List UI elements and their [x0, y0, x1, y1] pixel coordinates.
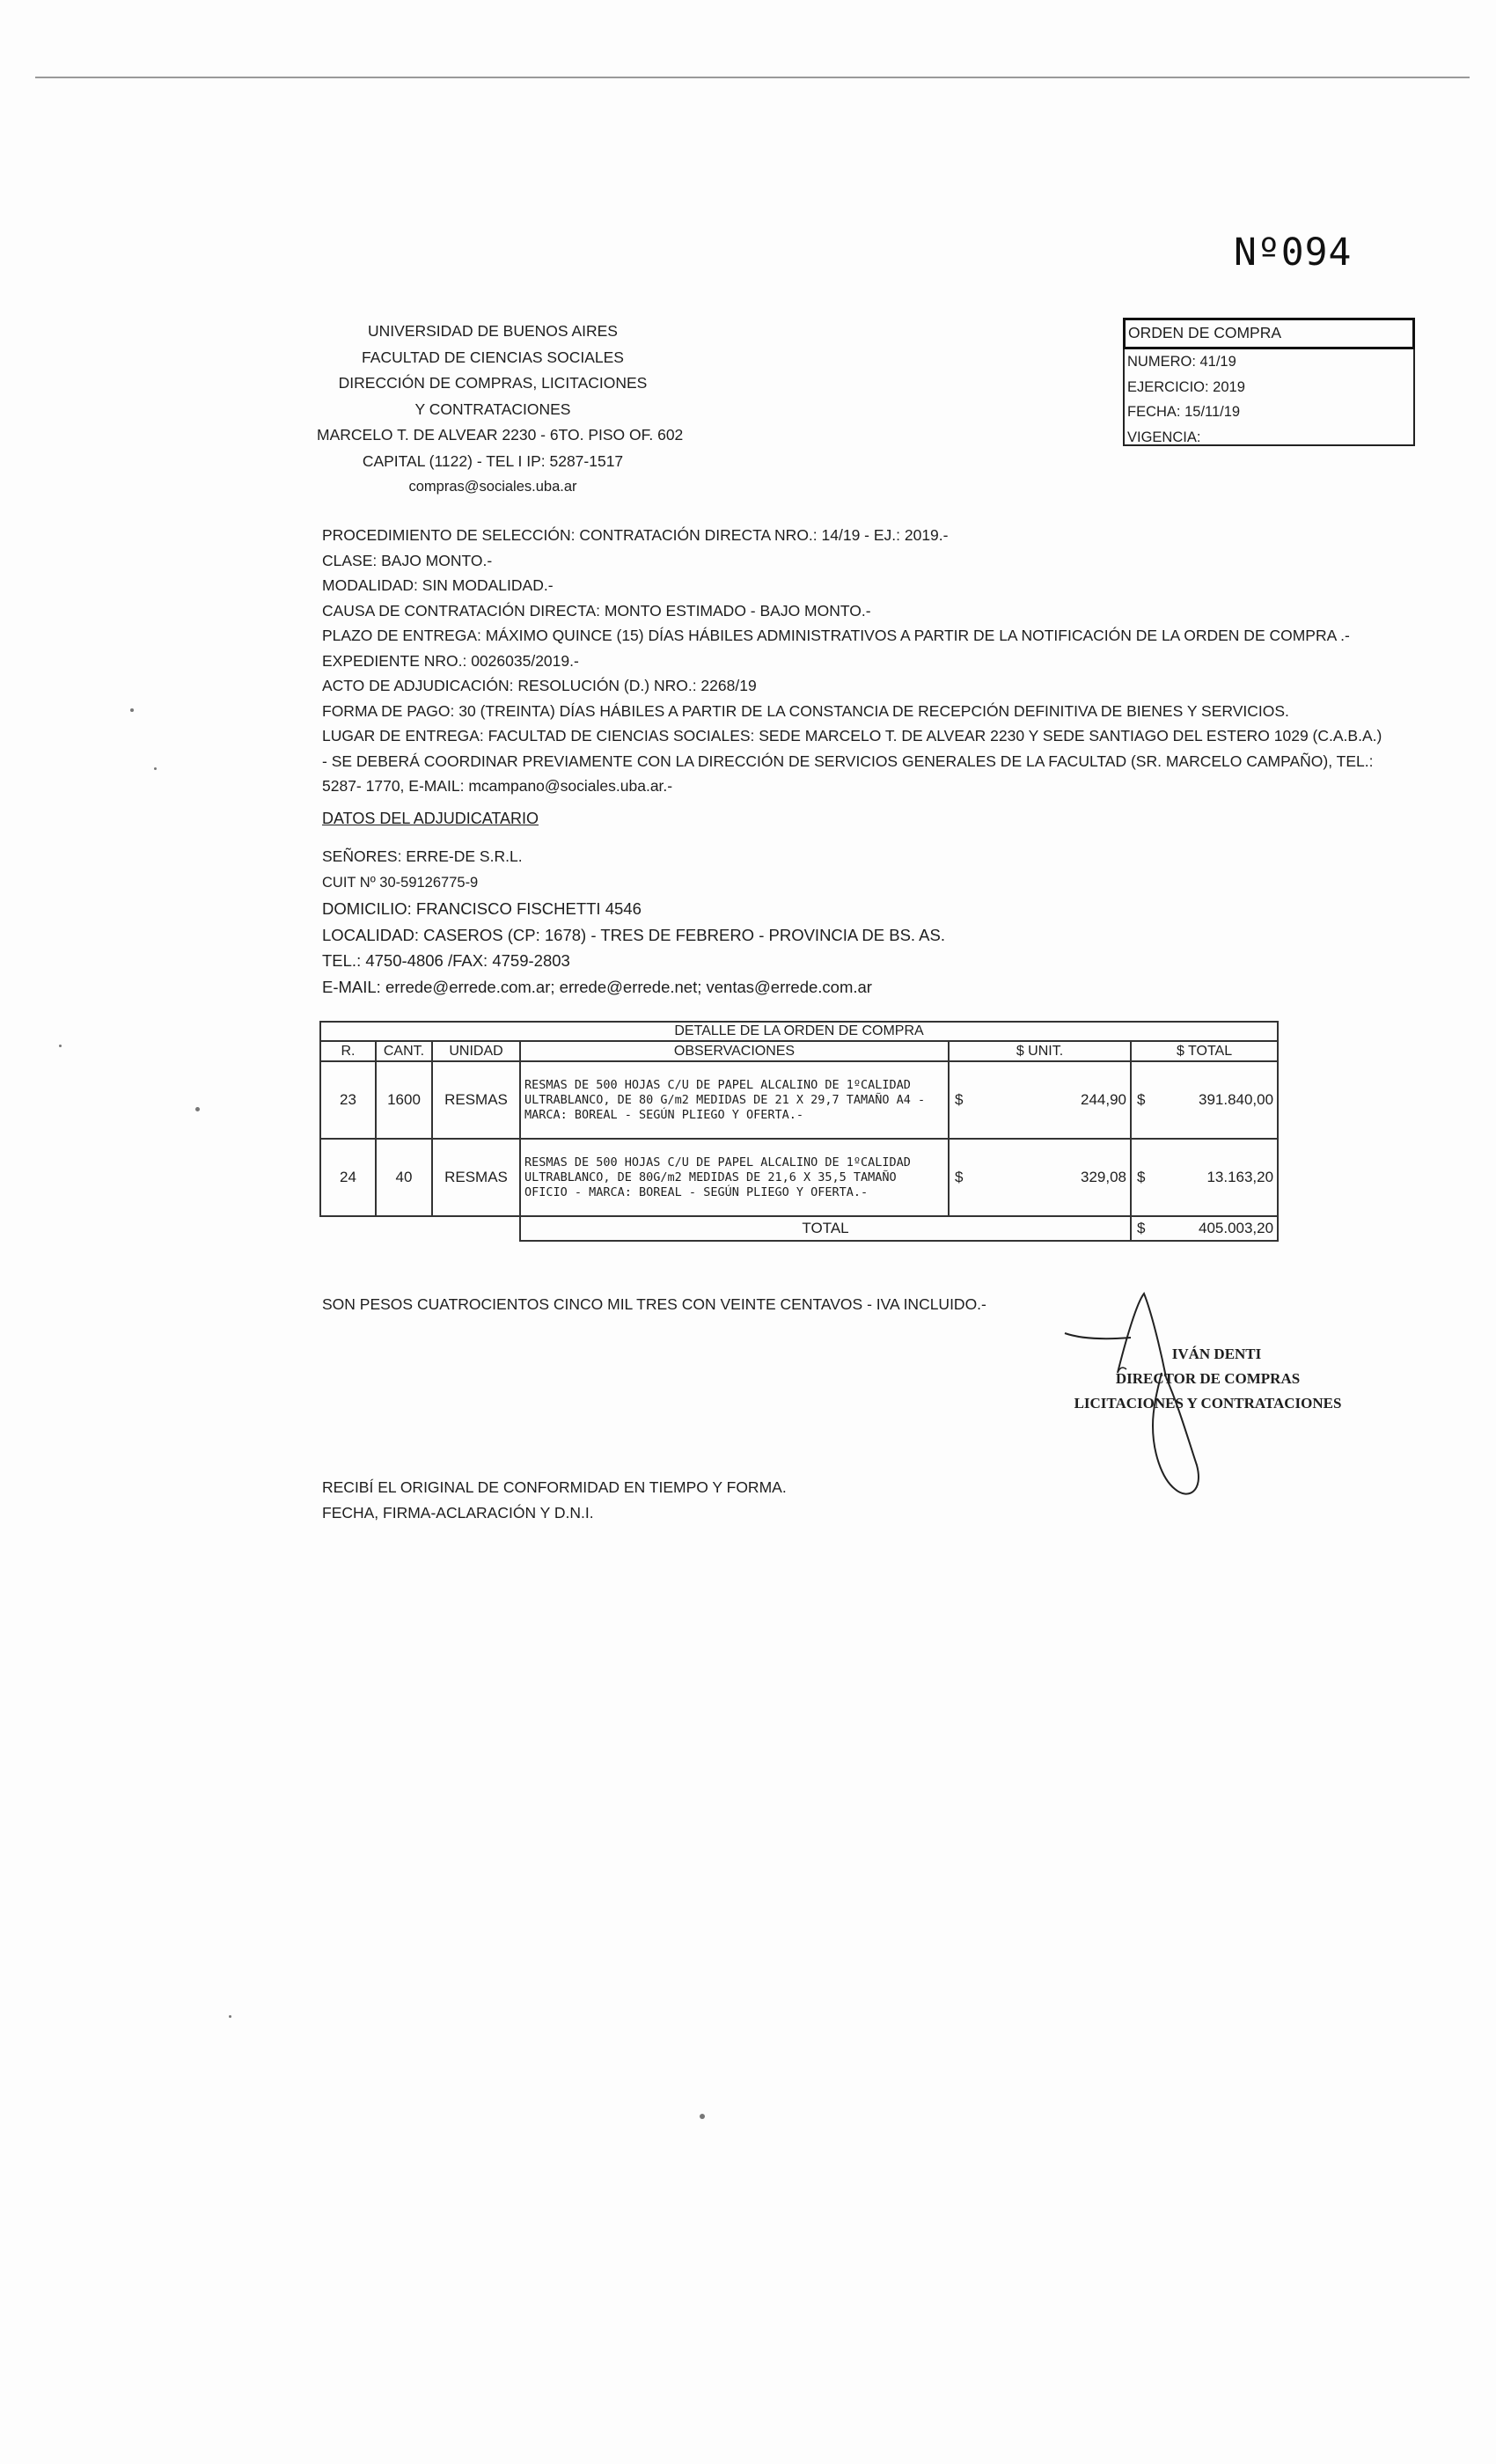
currency-symbol: $ — [955, 1091, 964, 1108]
institution-line: FACULTAD DE CIENCIAS SOCIALES — [362, 348, 624, 366]
table-total-row — [320, 1216, 1278, 1241]
total-value: 391.840,00 — [1198, 1091, 1274, 1108]
column-header: CANT. — [376, 1041, 432, 1061]
row-quantity: 40 — [376, 1139, 432, 1216]
order-box-title: ORDEN DE COMPRA — [1123, 318, 1415, 349]
top-border-line — [35, 77, 1470, 78]
procedure-line: PLAZO DE ENTREGA: MÁXIMO QUINCE (15) DÍAS HÁBILES ADMINISTRATIVOS A PARTIR DE LA NOTIFICACIÓN DE LA ORDEN DE COMPRA .- — [322, 627, 1350, 644]
institution-email: compras@sociales.uba.ar — [408, 479, 577, 495]
scan-speck — [195, 1107, 200, 1111]
table-title: DETALLE DE LA ORDEN DE COMPRA — [320, 1022, 1278, 1041]
scan-speck — [700, 2114, 705, 2119]
row-description: RESMAS DE 500 HOJAS C/U DE PAPEL ALCALINO DE 1ºCALIDAD ULTRABLANCO, DE 80G/m2 MEDIDAS DE 21,6 X 35,5 TAMAÑO OFICIO - MARCA: BOREAL - SEGÚN PLIEGO Y OFERTA.- — [520, 1139, 949, 1216]
scan-speck — [59, 1045, 62, 1047]
unit-price-value: 244,90 — [1081, 1091, 1126, 1108]
row-number: 24 — [320, 1139, 376, 1216]
scan-speck — [130, 708, 134, 712]
scan-speck — [154, 767, 157, 770]
procedure-line: CAUSA DE CONTRATACIÓN DIRECTA: MONTO ESTIMADO - BAJO MONTO.- — [322, 601, 871, 620]
total-label: TOTAL — [520, 1216, 1131, 1241]
amount-in-words: SON PESOS CUATROCIENTOS CINCO MIL TRES CON VEINTE CENTAVOS - IVA INCLUIDO.- — [322, 1295, 986, 1313]
adjudicatario-details — [322, 844, 945, 1000]
row-unit: RESMAS — [432, 1061, 520, 1139]
grand-total — [1131, 1216, 1278, 1241]
row-quantity: 1600 — [376, 1061, 432, 1139]
procedure-line: MODALIDAD: SIN MODALIDAD.- — [322, 576, 554, 594]
procedure-line: 5287- 1770, E-MAIL: mcampano@sociales.uba.ar.- — [322, 777, 673, 795]
signer-name: IVÁN DENTI — [1171, 1346, 1262, 1362]
currency-symbol: $ — [955, 1169, 964, 1185]
column-header: $ UNIT. — [949, 1041, 1131, 1061]
institution-line: Y CONTRATACIONES — [414, 400, 571, 418]
row-description: RESMAS DE 500 HOJAS C/U DE PAPEL ALCALINO DE 1ºCALIDAD ULTRABLANCO, DE 80 G/m2 MEDIDAS DE 21 X 29,7 TAMAÑO A4 - MARCA: BOREAL - SEGÚN PLIEGO Y OFERTA.- — [520, 1061, 949, 1139]
procedure-details — [322, 523, 1466, 799]
procedure-line: EXPEDIENTE NRO.: 0026035/2019.- — [322, 651, 579, 670]
signature-block — [1065, 1342, 1351, 1416]
currency-symbol: $ — [1137, 1169, 1146, 1185]
order-validity: VIGENCIA: — [1127, 429, 1201, 445]
institution-header — [317, 319, 684, 501]
column-header: R. — [320, 1041, 376, 1061]
row-total — [1131, 1139, 1278, 1216]
procedure-line: LUGAR DE ENTREGA: FACULTAD DE CIENCIAS SOCIALES: SEDE MARCELO T. DE ALVEAR 2230 Y SEDE SANTIAGO DEL ESTERO 1029 (C.A.B.A.) — [322, 727, 1382, 744]
signer-title: LICITACIONES Y CONTRATACIONES — [1074, 1395, 1342, 1412]
order-detail-table — [319, 1021, 1279, 1242]
supplier-cuit: CUIT Nº 30-59126775-9 — [322, 874, 479, 891]
column-header: OBSERVACIONES — [520, 1041, 949, 1061]
document-number: Nº094 — [1234, 231, 1353, 275]
signer-title: DIRECTOR DE COMPRAS — [1115, 1370, 1301, 1387]
row-number: 23 — [320, 1061, 376, 1139]
procedure-line: CLASE: BAJO MONTO.- — [322, 551, 493, 569]
order-info-box — [1123, 318, 1415, 446]
grand-total-value: 405.003,20 — [1198, 1220, 1274, 1236]
table-row — [320, 1139, 1278, 1216]
receipt-line: RECIBÍ EL ORIGINAL DE CONFORMIDAD EN TIEMPO Y FORMA. — [322, 1478, 787, 1496]
supplier-locality: LOCALIDAD: CASEROS (CP: 1678) - TRES DE FEBRERO - PROVINCIA DE BS. AS. — [322, 925, 945, 944]
column-header: $ TOTAL — [1131, 1041, 1278, 1061]
unit-price-value: 329,08 — [1081, 1169, 1126, 1185]
institution-line: MARCELO T. DE ALVEAR 2230 - 6TO. PISO OF. 602 — [317, 426, 684, 444]
procedure-line: - SE DEBERÁ COORDINAR PREVIAMENTE CON LA DIRECCIÓN DE SERVICIOS GENERALES DE LA FACULTAD (SR. MARCELO CAMPAÑO), TEL.: — [322, 752, 1374, 770]
currency-symbol: $ — [1137, 1091, 1146, 1108]
receipt-block — [322, 1475, 787, 1526]
order-number: NUMERO: 41/19 — [1127, 354, 1236, 370]
row-unit-price — [949, 1061, 1131, 1139]
order-date: FECHA: 15/11/19 — [1127, 404, 1241, 420]
supplier-phone: TEL.: 4750-4806 /FAX: 4759-2803 — [322, 951, 570, 970]
table-row — [320, 1061, 1278, 1139]
currency-symbol: $ — [1137, 1220, 1146, 1236]
order-fiscal-year: EJERCICIO: 2019 — [1127, 378, 1245, 395]
supplier-address: DOMICILIO: FRANCISCO FISCHETTI 4546 — [322, 899, 642, 918]
row-total — [1131, 1061, 1278, 1139]
scan-speck — [229, 2015, 231, 2018]
total-value: 13.163,20 — [1206, 1169, 1274, 1185]
procedure-line: ACTO DE ADJUDICACIÓN: RESOLUCIÓN (D.) NRO.: 2268/19 — [322, 677, 757, 694]
column-header: UNIDAD — [432, 1041, 520, 1061]
adjudicatario-title: DATOS DEL ADJUDICATARIO — [322, 810, 539, 827]
row-unit-price — [949, 1139, 1131, 1216]
procedure-line: FORMA DE PAGO: 30 (TREINTA) DÍAS HÁBILES A PARTIR DE LA CONSTANCIA DE RECEPCIÓN DEFINITIVA DE BIENES Y SERVICIOS. — [322, 701, 1289, 720]
procedure-line: PROCEDIMIENTO DE SELECCIÓN: CONTRATACIÓN DIRECTA NRO.: 14/19 - EJ.: 2019.- — [322, 526, 949, 544]
supplier-name: SEÑORES: ERRE-DE S.R.L. — [322, 847, 523, 865]
supplier-email: E-MAIL: errede@errede.com.ar; errede@errede.net; ventas@errede.com.ar — [322, 977, 872, 996]
row-unit: RESMAS — [432, 1139, 520, 1216]
institution-line: UNIVERSIDAD DE BUENOS AIRES — [368, 322, 618, 340]
receipt-line: FECHA, FIRMA-ACLARACIÓN Y D.N.I. — [322, 1504, 594, 1522]
institution-line: CAPITAL (1122) - TEL I IP: 5287-1517 — [362, 451, 624, 470]
institution-line: DIRECCIÓN DE COMPRAS, LICITACIONES — [338, 374, 648, 392]
